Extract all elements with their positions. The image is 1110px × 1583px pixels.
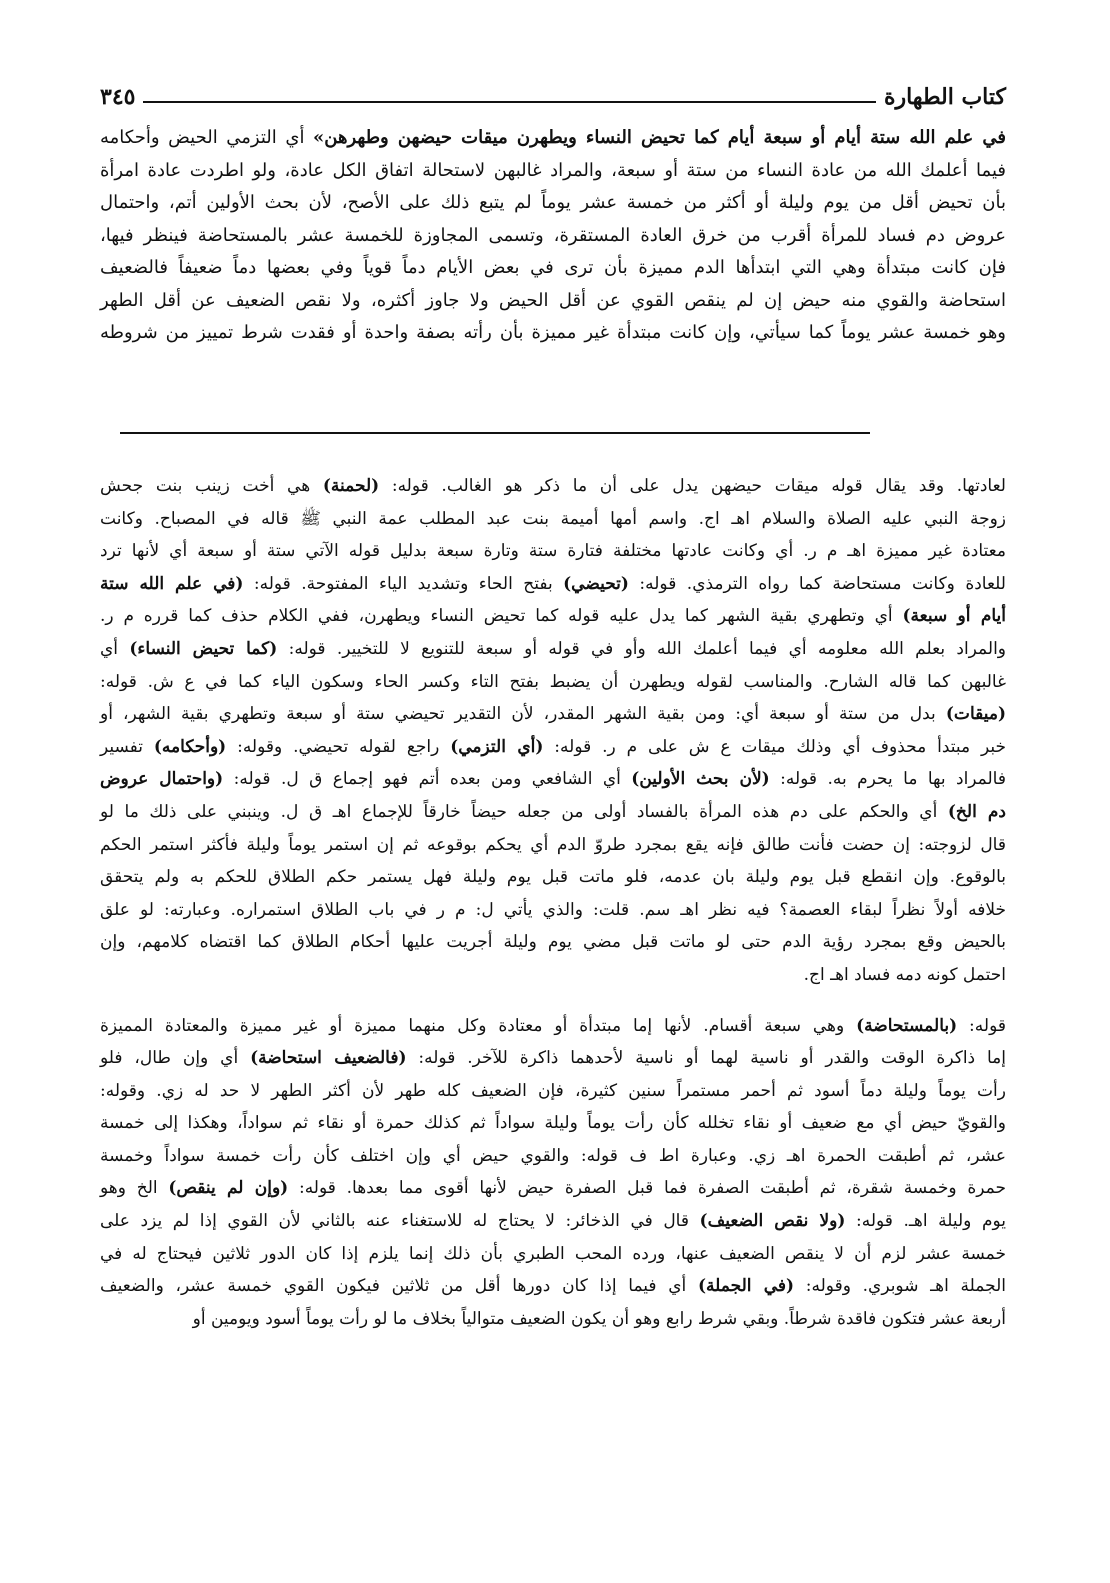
text-run: الخ وهو xyxy=(100,1178,169,1199)
commentary-line xyxy=(100,535,1006,568)
bold-term: (في علم الله ستة xyxy=(100,573,244,594)
text-run: بفتح الحاء وتشديد الياء المفتوحة. قوله: xyxy=(243,573,564,594)
commentary-line xyxy=(100,1205,1006,1238)
commentary-line xyxy=(100,1140,1006,1173)
text-run: خلافه أولاً نظراً لبقاء العصمة؟ فيه نظر اهـ سم. قلت: والذي يأتي ل: م ر في باب الطلاق استمراره. وعبارته: لو علق xyxy=(100,899,1006,920)
commentary-line xyxy=(100,763,1006,796)
text-run: راجع لقوله تحيضي. وقوله: xyxy=(226,736,451,757)
text-run: خمسة عشر لزم أن لا ينقص الضعيف عنها، ورده المحب الطبري بأن ذلك إنما يلزم إذا كان الدور ثلاثين فيحتاج له في xyxy=(100,1243,1006,1264)
commentary-line xyxy=(100,1107,1006,1140)
bold-term: (أي التزمي) xyxy=(450,736,544,757)
commentary-line xyxy=(100,600,1006,633)
text-run: وهي سبعة أقسام. لأنها إما مبتدأة أو معتادة وكل منهما مميزة أو غير مميزة والمعتادة المميزة xyxy=(100,1015,857,1036)
text-run: أي والحكم على دم هذه المرأة بالفساد أولى من جعله حيضاً خارقاً للإجماع اهـ ق ل. وينبني على ذلك ما لو xyxy=(100,801,948,822)
text-run: أي الشافعي ومن بعده أتم فهو إجماع ق ل. قوله: xyxy=(223,769,632,790)
commentary-line xyxy=(100,698,1006,731)
bold-term: (في الجملة) xyxy=(697,1276,795,1297)
commentary-line xyxy=(100,1042,1006,1075)
text-run: أي فيما إذا كان دورها أقل من ثلاثين فيكون القوي خمسة عشر، والضعيف xyxy=(100,1276,698,1297)
commentary-line xyxy=(100,959,1006,992)
text-run: الجملة اهـ شوبري. وقوله: xyxy=(794,1276,1006,1297)
text-run: أي وتطهري بقية الشهر كما يدل عليه قوله كما تحيض النساء ويطهرن، ففي الكلام حذف كما قرره م ر. xyxy=(100,606,903,627)
text-run: إما ذاكرة الوقت والقدر أو ناسية لهما أو ناسية لأحدهما ذاكرة للآخر. قوله: xyxy=(406,1048,1006,1069)
main-text-line xyxy=(100,220,1006,253)
main-text-line xyxy=(100,122,1006,155)
text-run: تفسير xyxy=(100,736,154,757)
text-run: بالحيض وقع بمجرد رؤية الدم حتى لو ماتت قبل مضي يوم وليلة أجريت عليها أحكام الطلاق كما اقتضاه كلامهم، وإن xyxy=(100,932,1006,953)
text-run: استحاضة والقوي منه حيض إن لم ينقص القوي عن أقل الحيض ولا جاوز أكثره، ولا نقص الضعيف عن أقل الطهر xyxy=(100,289,1006,311)
text-run: معتادة غير مميزة اهـ م ر. أي وكانت عادتها مختلفة فتارة ستة وتارة سبعة بدليل قوله الآتي ستة أو سبعة أي لأنها ترد xyxy=(100,541,1006,562)
text-run: قال في الذخائر: لا يحتاج له للاستغناء عنه بالثاني لأن القوي إذا لم يزد على xyxy=(100,1211,700,1232)
main-text-line xyxy=(100,187,1006,220)
text-run: بدل من ستة أو سبعة أي: ومن بقية الشهر المقدر، لأن التقدير تحيضي ستة أو سبعة وتطهري بقية الشهر، أو xyxy=(100,704,946,725)
bold-term: (كما تحيض النساء) xyxy=(129,638,278,659)
bold-term: (بالمستحاضة) xyxy=(856,1015,958,1036)
text-run: والقويّ حيض أي مع ضعيف أو نقاء تخلله كأن رأت يوماً وليلة سواداً ثم كذلك حمرة أو نقاء ثم سواداً، وهكذا إلى خمسة xyxy=(100,1113,1006,1134)
text-run: رأت يوماً وليلة دماً أسود ثم أحمر مستمراً سنين كثيرة، فإن الضعيف كله طهر لأن أكثر الطهر لا حد له زي. وقوله: xyxy=(100,1080,1006,1101)
bold-term: (ولا نقص الضعيف) xyxy=(699,1211,846,1232)
header-rule xyxy=(143,101,876,103)
text-run: زوجة النبي عليه الصلاة والسلام اهـ اج. واسم أمها أميمة بنت عبد المطلب عمة النبي ﷺ قاله في المصباح. وكانت xyxy=(100,508,1007,529)
text-run: هي أخت زينب بنت جحش xyxy=(100,476,323,496)
bold-term: (فالضعيف استحاضة) xyxy=(250,1048,407,1069)
bold-term: أيام أو سبعة) xyxy=(902,606,1006,627)
commentary-line xyxy=(100,1270,1006,1303)
bold-term: (لأن بحث الأولين) xyxy=(631,769,770,790)
commentary-line xyxy=(100,503,1006,536)
commentary-line xyxy=(100,470,1006,503)
main-text-line xyxy=(100,285,1006,318)
text-run: عشر، ثم أطبقت الحمرة اهـ زي. وعبارة اط ف قوله: والقوي حيض أي وإن اختلف كأن رأت خمسة سواداً وخمسة xyxy=(100,1145,1006,1166)
text-run: يوم وليلة اهـ. قوله: xyxy=(845,1211,1006,1232)
bold-term: (وإن لم ينقص) xyxy=(168,1178,289,1199)
commentary-line xyxy=(100,1303,1006,1336)
text-run: قوله: xyxy=(957,1015,1006,1036)
commentary-line xyxy=(100,861,1006,894)
commentary-line xyxy=(100,926,1006,959)
text-run: خبر مبتدأ محذوف أي وذلك ميقات ع ش على م ر. قوله: xyxy=(543,736,1006,757)
commentary-line xyxy=(100,1010,1006,1043)
text-run: غالبهن كما قاله الشارح. والمناسب لقوله ويطهرن أن يضبط بفتح التاء وكسر الحاء وسكون الياء كما في ع ش. قوله: xyxy=(100,671,1006,692)
commentary-line xyxy=(100,829,1006,862)
page-number: ٣٤٥ xyxy=(100,84,136,110)
commentary-line xyxy=(100,796,1006,829)
text-run: فيما أعلمك الله من عادة النساء من ستة أو سبعة، والمراد غالبهن لاستحالة اتفاق الكل عادة، ولو اطردت عادة امرأة xyxy=(100,159,1006,181)
commentary-line xyxy=(100,568,1006,601)
text-run: فالمراد بها ما يحرم به. قوله: xyxy=(769,769,1006,790)
footnote-divider xyxy=(120,432,870,434)
text-run: بالوقوع. وإن انقطع قبل يوم وليلة بان عدمه، فلو ماتت قبل يوم وليلة فهل يستمر حكم الطلاق للحكم به ولم يتحقق xyxy=(100,867,1006,888)
text-run: عروض دم فساد للمرأة أقرب من خرق العادة المستقرة، وتسمى المجاوزة للخمسة عشر بالمستحاضة فينظر فيها، xyxy=(100,224,1006,246)
commentary-line xyxy=(100,1075,1006,1108)
main-text-line xyxy=(100,252,1006,285)
text-run: والمراد بعلم الله معلومه أي فيما أعلمك الله وأو في قوله أو سبعة للتنويع لا للتخيير. قوله: xyxy=(277,638,1007,659)
text-run: أي التزمي الحيض وأحكامه xyxy=(100,127,314,148)
bold-term: (ميقات) xyxy=(945,704,1006,725)
commentary-line xyxy=(100,731,1006,764)
bold-term: دم الخ) xyxy=(947,801,1006,822)
commentary-line xyxy=(100,894,1006,927)
text-run: للعادة وكانت مستحاضة كما رواه الترمذي. قوله: xyxy=(628,573,1006,594)
bold-term: (لحمنة) xyxy=(322,476,380,496)
bold-term: في علم الله ستة أيام أو سبعة أيام كما تحيض النساء ويطهرن ميقات حيضهن وطهرهن» xyxy=(313,127,1006,148)
text-run: أي xyxy=(100,638,130,659)
commentary-text xyxy=(100,470,1006,1335)
text-run: أي وإن طال، فلو xyxy=(100,1048,251,1069)
bold-term: (وأحكامه) xyxy=(153,736,227,757)
text-run: فإن كانت مبتدأة وهي التي ابتدأها الدم مميزة بأن ترى في بعض الأيام دماً قوياً وفي بعضها دماً ضعيفاً فالضعيف xyxy=(100,257,1006,278)
main-text xyxy=(100,122,1006,350)
commentary-line xyxy=(100,666,1006,699)
text-run: بأن تحيض أقل من يوم وليلة أو أكثر من خمسة عشر يوماً لم يتبع ذلك على الأصح، لأن بحث الأولين أتم، واحتمال xyxy=(100,192,1006,213)
running-header xyxy=(100,72,1006,112)
commentary-line xyxy=(100,1172,1006,1205)
commentary-line xyxy=(100,1238,1006,1271)
commentary-line xyxy=(100,633,1006,666)
bold-term: (تحيضي) xyxy=(563,573,629,594)
chapter-title: كتاب الطهارة xyxy=(883,84,1006,110)
text-run: احتمل كونه دمه فساد اهـ اج. xyxy=(803,964,1006,985)
text-run: لعادتها. وقد يقال قوله ميقات حيضهن يدل على أن ما ذكر هو الغالب. قوله: xyxy=(379,476,1006,496)
text-run: أربعة عشر فتكون فاقدة شرطاً. وبقي شرط رابع وهو أن يكون الضعيف متوالياً بخلاف ما لو رأت يوماً أسود ويومين أو xyxy=(192,1308,1006,1329)
bold-term: (واحتمال عروض xyxy=(100,769,224,790)
text-run: وهو خمسة عشر يوماً كما سيأتي، وإن كانت مبتدأة غير مميزة بأن رأته بصفة واحدة أو فقدت شرط تمييز من شروطه xyxy=(100,322,1006,343)
main-text-line xyxy=(100,317,1006,350)
text-run: قال لزوجته: إن حضت فأنت طالق فإنه يقع بمجرد طروّ الدم أي يحكم بوقوعه ثم إن استمر يوماً وليلة فأكثر استمر الحكم xyxy=(100,834,1006,855)
main-text-line xyxy=(100,155,1006,188)
text-run: حمرة وخمسة شقرة، ثم أطبقت الصفرة فما قبل الصفرة حيض لأنها أقوى مما بعدها. قوله: xyxy=(288,1178,1007,1199)
